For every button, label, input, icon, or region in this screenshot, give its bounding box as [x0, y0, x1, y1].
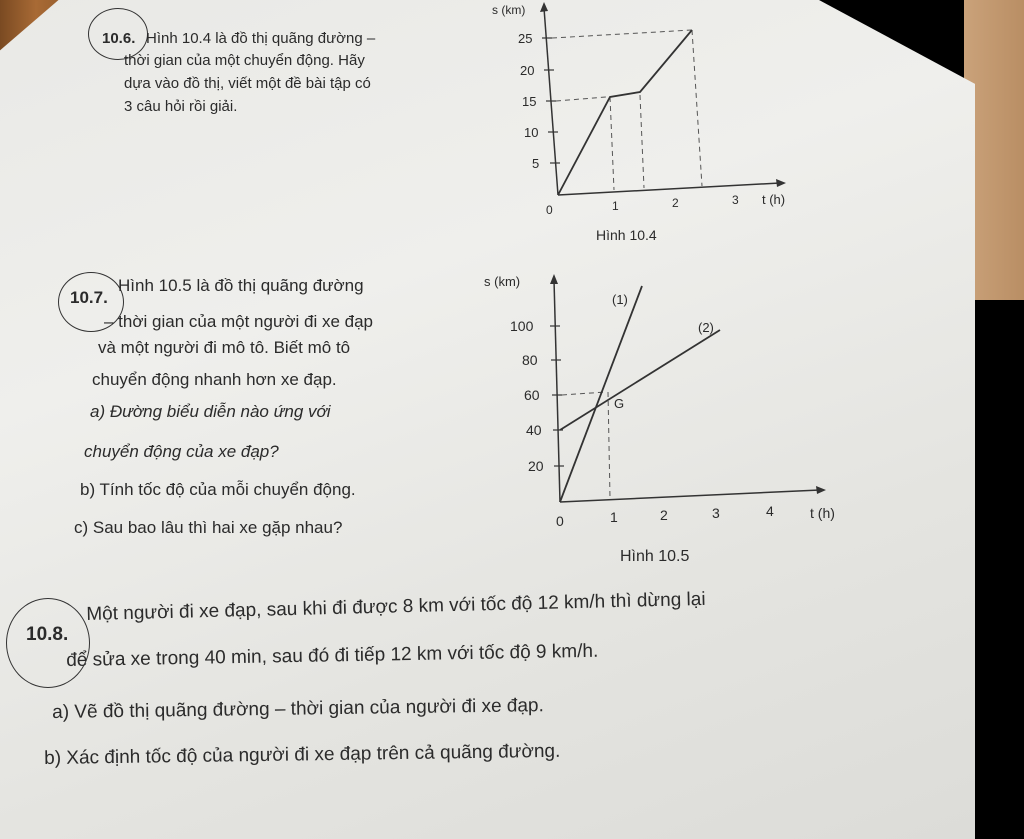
figure-10-4-graph [480, 0, 820, 230]
exercise-10-7-number: 10.7. [70, 288, 108, 307]
fig105-ytick-20: 20 [528, 458, 544, 474]
fig105-point-g-label: G [614, 396, 625, 411]
exercise-10-6-line-4: 3 câu hỏi rồi giải. [124, 98, 238, 115]
fig104-ytick-25: 25 [518, 31, 533, 46]
fig105-xtick-3: 3 [712, 505, 720, 521]
fig104-xlabel: t (h) [762, 192, 786, 207]
fig105-ylabel: s (km) [484, 274, 521, 289]
fig104-xtick-0: 0 [546, 203, 553, 217]
fig105-xtick-1: 1 [610, 509, 618, 525]
fig104-xtick-1: 1 [612, 199, 619, 213]
fig105-xlabel: t (h) [810, 505, 835, 521]
exercise-10-6-line-3: dựa vào đồ thị, viết một đề bài tập có [124, 75, 371, 92]
fig105-line-2-label: (2) [698, 320, 714, 335]
exercise-10-8-line-2: để sửa xe trong 40 min, sau đó đi tiếp 12 km với tốc độ 9 km/h. [66, 640, 599, 671]
exercise-10-6-line-1: Hình 10.4 là đồ thị quãng đường – [146, 30, 376, 47]
fig105-ytick-80: 80 [522, 352, 538, 368]
fig104-ylabel: s (km) [492, 3, 526, 17]
exercise-10-8-line-1: Một người đi xe đạp, sau khi đi được 8 km với tốc độ 12 km/h thì dừng lại [86, 588, 706, 625]
fig104-motion-line [558, 30, 692, 195]
exercise-10-7-line-3: và một người đi mô tô. Biết mô tô [98, 338, 351, 357]
fig105-line-1-label: (1) [612, 292, 628, 307]
exercise-10-7-question-c: c) Sau bao lâu thì hai xe gặp nhau? [74, 518, 343, 537]
exercise-10-7-line-4: chuyển động nhanh hơn xe đạp. [92, 370, 337, 389]
exercise-10-7-line-2: – thời gian của một người đi xe đạp [104, 312, 373, 331]
fig105-ytick-100: 100 [510, 318, 534, 334]
fig104-x-arrow [776, 179, 786, 187]
fig105-xtick-4: 4 [766, 503, 774, 519]
fig105-x-arrow [816, 486, 826, 494]
fig105-x-axis [560, 490, 820, 502]
fig104-y-arrow [540, 2, 548, 12]
fig105-ytick-40: 40 [526, 422, 542, 438]
exercise-10-7-question-a-line-1: a) Đường biểu diễn nào ứng với [90, 402, 331, 421]
figure-10-5-graph [480, 270, 860, 540]
exercise-10-8-question-b: b) Xác định tốc độ của người đi xe đạp trên cả quãng đường. [44, 740, 561, 769]
fig104-x-axis [558, 183, 780, 195]
exercise-10-8-number: 10.8. [26, 624, 69, 645]
fig105-ytick-60: 60 [524, 387, 540, 403]
figure-10-5-caption: Hình 10.5 [620, 548, 690, 565]
fig105-xtick-2: 2 [660, 507, 668, 523]
fig104-ytick-20: 20 [520, 63, 535, 78]
fig105-y-axis [554, 280, 560, 502]
exercise-10-6-number: 10.6. [102, 30, 136, 47]
figure-10-4-caption: Hình 10.4 [596, 227, 657, 243]
exercise-10-7-question-b: b) Tính tốc độ của mỗi chuyển động. [80, 480, 356, 499]
exercise-10-7-question-a-line-2: chuyển động của xe đạp? [84, 442, 279, 461]
fig105-y-arrow [550, 274, 558, 284]
fig105-line-2 [560, 330, 720, 430]
exercise-10-8-question-a: a) Vẽ đồ thị quãng đường – thời gian của người đi xe đạp. [52, 695, 544, 723]
fig104-ytick-10: 10 [524, 125, 539, 140]
exercise-10-6-line-2: thời gian của một chuyển động. Hãy [124, 52, 365, 69]
fig104-ytick-15: 15 [522, 94, 537, 109]
fig104-ytick-5: 5 [532, 156, 540, 171]
fig105-xtick-0: 0 [556, 513, 564, 529]
fig104-xtick-2: 2 [672, 196, 679, 210]
exercise-10-7-line-1: Hình 10.5 là đồ thị quãng đường [118, 276, 364, 295]
fig104-xtick-3: 3 [732, 193, 739, 207]
